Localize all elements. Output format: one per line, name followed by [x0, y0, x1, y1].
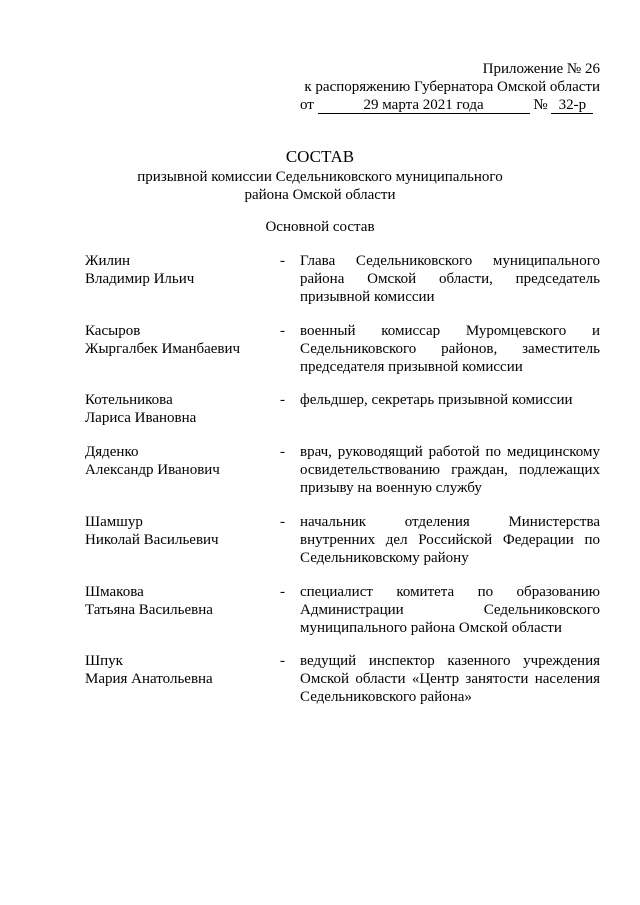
member-surname: Шамшур [85, 514, 143, 530]
member-name [85, 252, 275, 288]
from-label: от [300, 97, 314, 113]
member-surname: Шпук [85, 653, 123, 669]
appendix-number: Приложение № 26 [482, 61, 600, 77]
member-name [85, 322, 275, 358]
document-title [0, 146, 640, 204]
member-given-name: Жыргалбек Иманбаевич [85, 341, 241, 357]
member-name [85, 391, 275, 427]
member-given-name: Мария Анатольевна [85, 671, 213, 687]
member-name [85, 513, 275, 549]
section-heading: Основной состав [265, 219, 375, 235]
title-line-2: района Омской области [244, 187, 396, 203]
member-given-name: Александр Иванович [85, 462, 220, 478]
member-dash: - [280, 653, 285, 669]
member-surname: Касыров [85, 323, 141, 339]
member-dash: - [280, 253, 285, 269]
member-duty: специалист комитета по образованию Администрации Седельниковского муниципального района Омской области [300, 584, 600, 636]
member-duty: Глава Седельниковского муниципального района Омской области, председатель призывной комиссии [300, 253, 600, 305]
member-duty: военный комиссар Муромцевского и Седельниковского районов, заместитель председателя призывной комиссии [300, 323, 600, 375]
member-duty: начальник отделения Министерства внутренних дел Российской Федерации по Седельниковскому району [300, 514, 600, 566]
member-name [85, 652, 275, 688]
member-dash: - [280, 584, 285, 600]
member-duty: фельдшер, секретарь призывной комиссии [300, 392, 573, 408]
member-duty: ведущий инспектор казенного учреждения Омской области «Центр занятости населения Седельниковского района» [300, 653, 600, 705]
member-given-name: Владимир Ильич [85, 271, 195, 287]
member-given-name: Николай Васильевич [85, 532, 219, 548]
appendix-to-order: к распоряжению Губернатора Омской области [304, 79, 600, 95]
member-name [85, 443, 275, 479]
member-surname: Дяденко [85, 444, 139, 460]
member-dash: - [280, 323, 285, 339]
appendix-header [300, 60, 600, 114]
member-given-name: Татьяна Васильевна [85, 602, 213, 618]
title-line-1: призывной комиссии Седельниковского муниципального [137, 169, 503, 185]
member-surname: Шмакова [85, 584, 144, 600]
member-surname: Котельникова [85, 392, 173, 408]
title-heading: СОСТАВ [285, 147, 355, 166]
order-number: 32-р [551, 97, 593, 114]
order-date: 29 марта 2021 года [318, 97, 530, 114]
number-label: № [533, 97, 548, 113]
appendix-date-line [300, 96, 600, 114]
member-given-name: Лариса Ивановна [85, 410, 197, 426]
member-dash: - [280, 444, 285, 460]
member-dash: - [280, 392, 285, 408]
member-name [85, 583, 275, 619]
member-surname: Жилин [85, 253, 131, 269]
member-duty: врач, руководящий работой по медицинскому освидетельствованию граждан, подлежащих призыву на военную службу [300, 444, 600, 496]
member-dash: - [280, 514, 285, 530]
